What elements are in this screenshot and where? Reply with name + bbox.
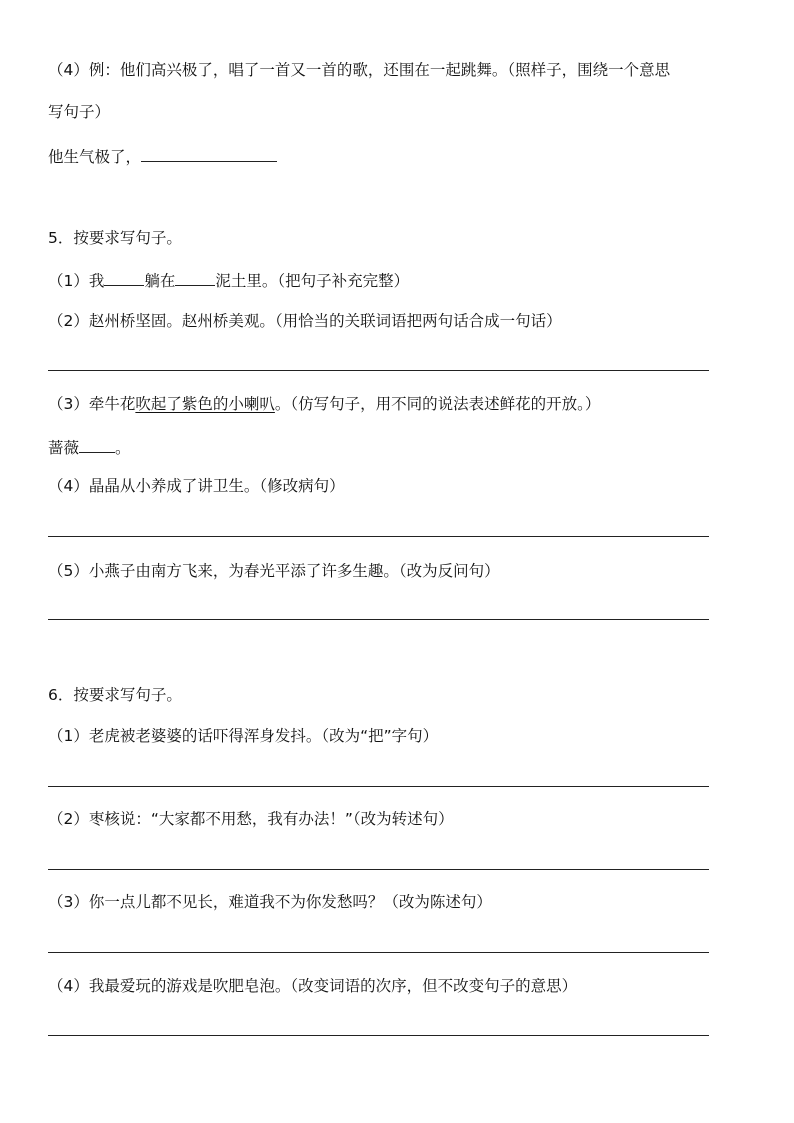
question-4-4-answer-row bbox=[48, 145, 277, 167]
question-6-1: （1）老虎被老婆婆的话吓得浑身发抖。（改为“把”字句） bbox=[48, 727, 439, 745]
question-5-1-part-c: 泥土里。（把句子补充完整） bbox=[215, 272, 410, 290]
question-5-3-answer-row bbox=[48, 436, 131, 458]
question-5-3-underlined-phrase: 吹起了紫色的小喇叭 bbox=[135, 395, 275, 413]
question-5-3-part-a: （3）牵牛花 bbox=[48, 395, 136, 413]
question-5-1-part-b: 躺在 bbox=[144, 272, 176, 290]
question-4-4-text-continued: 写句子） bbox=[48, 103, 111, 121]
section-5-heading: 5．按要求写句子。 bbox=[48, 229, 182, 247]
question-4-4-text: （4）例：他们高兴极了，唱了一首又一首的歌，还围在一起跳舞。（照样子，围绕一个意思 bbox=[48, 61, 671, 79]
question-5-3-part-b: 。（仿写句子，用不同的说法表述鲜花的开放。） bbox=[274, 395, 601, 413]
question-5-2: （2）赵州桥坚固。赵州桥美观。（用恰当的关联词语把两句话合成一句话） bbox=[48, 312, 562, 330]
answer-line[interactable] bbox=[48, 869, 709, 870]
question-5-1-part-a: （1）我 bbox=[48, 272, 105, 290]
answer-blank[interactable] bbox=[104, 269, 144, 286]
answer-line[interactable] bbox=[48, 370, 709, 371]
question-6-4: （4）我最爱玩的游戏是吹肥皂泡。（改变词语的次序，但不改变句子的意思） bbox=[48, 977, 578, 995]
answer-blank[interactable] bbox=[141, 145, 277, 162]
question-4-4-prompt: 他生气极了， bbox=[48, 148, 142, 166]
answer-blank[interactable] bbox=[175, 269, 215, 286]
question-6-3: （3）你一点儿都不见长，难道我不为你发愁吗？（改为陈述句） bbox=[48, 893, 492, 911]
section-6-heading: 6．按要求写句子。 bbox=[48, 686, 182, 704]
answer-blank[interactable] bbox=[79, 436, 115, 453]
question-5-5: （5）小燕子由南方飞来，为春光平添了许多生趣。（改为反问句） bbox=[48, 562, 500, 580]
answer-line[interactable] bbox=[48, 786, 709, 787]
answer-line[interactable] bbox=[48, 536, 709, 537]
question-5-1 bbox=[48, 269, 409, 291]
question-6-2: （2）枣核说：“大家都不用愁，我有办法！”（改为转述句） bbox=[48, 810, 454, 828]
question-5-4: （4）晶晶从小养成了讲卫生。（修改病句） bbox=[48, 477, 345, 495]
question-5-3-end: 。 bbox=[115, 439, 131, 457]
answer-line[interactable] bbox=[48, 619, 709, 620]
question-5-3 bbox=[48, 394, 600, 414]
answer-line[interactable] bbox=[48, 1035, 709, 1036]
answer-line[interactable] bbox=[48, 952, 709, 953]
question-5-3-prompt: 蔷薇 bbox=[48, 439, 80, 457]
